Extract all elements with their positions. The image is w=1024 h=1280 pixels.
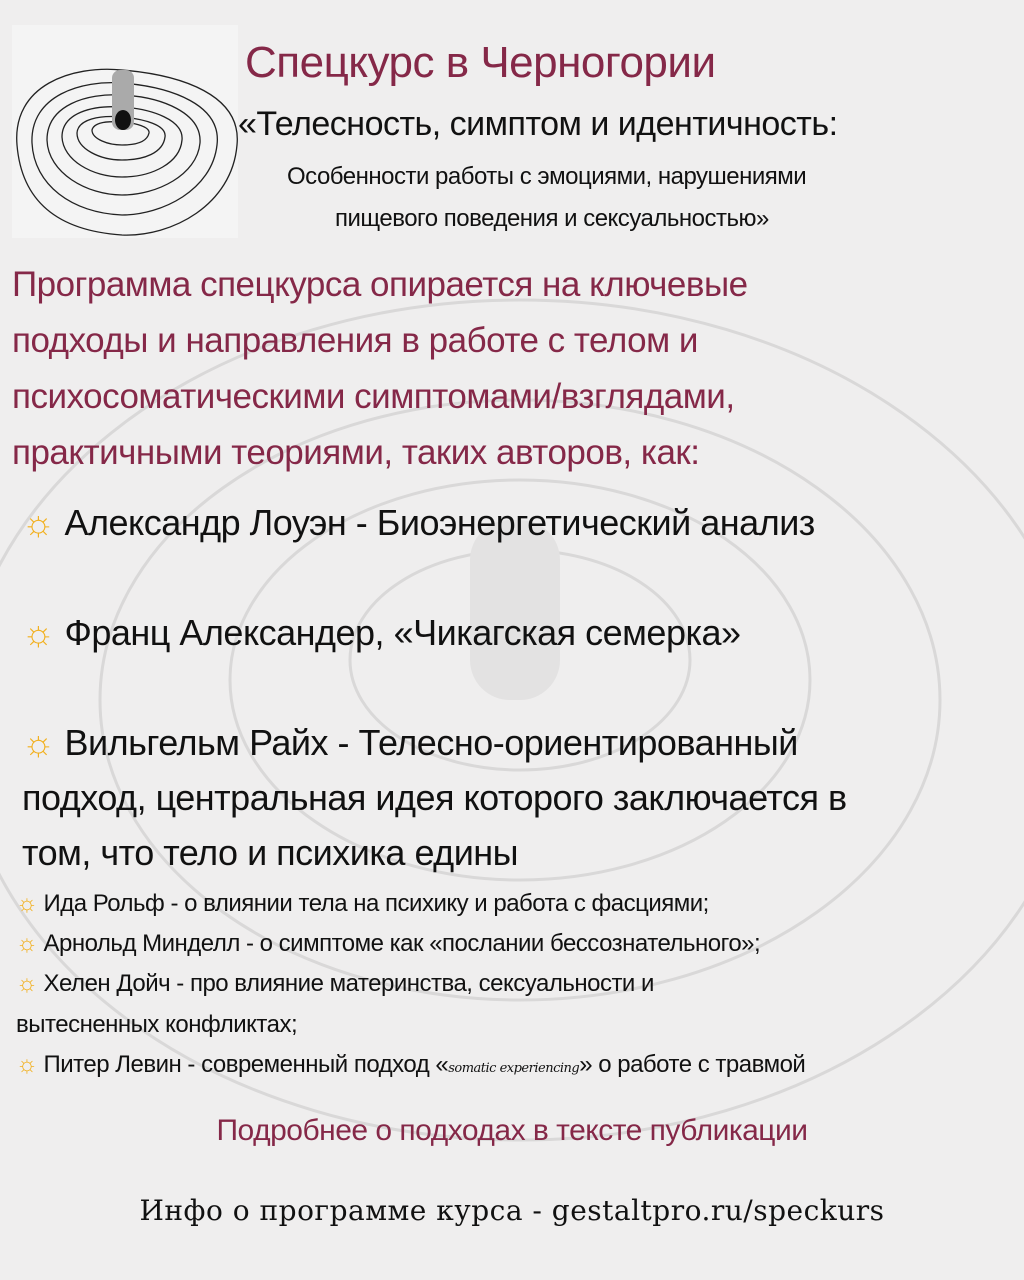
author-text-cont: том, что тело и психика едины	[22, 832, 519, 873]
author-text: Ида Рольф - о влиянии тела на психику и работа с фасциями;	[43, 890, 709, 917]
sun-icon: ☼	[16, 970, 38, 997]
author-text: Питер Левин - современный подход «	[43, 1051, 449, 1078]
sun-icon: ☼	[22, 502, 55, 543]
sun-icon: ☼	[16, 1051, 38, 1078]
sun-icon: ☼	[16, 890, 38, 917]
sun-icon: ☼	[16, 930, 38, 957]
author-item	[22, 722, 798, 764]
course-subtitle: «Телесность, симптом и идентичность:	[238, 105, 838, 143]
author-item	[22, 502, 815, 544]
course-info-url: Инфо о программе курса - gestaltpro.ru/speckurs	[139, 1194, 885, 1227]
page-title: Спецкурс в Черногории	[245, 38, 716, 87]
minor-author-item	[16, 1051, 805, 1079]
author-text: Александр Лоуэн - Биоэнергетический анализ	[64, 502, 815, 543]
minor-author-item	[16, 970, 654, 998]
course-subtitle-line2: Особенности работы с эмоциями, нарушениями	[287, 163, 807, 190]
sun-icon: ☼	[22, 612, 55, 653]
minor-author-item	[16, 930, 760, 958]
author-text-cont: вытесненных конфликтах;	[16, 1011, 298, 1038]
intro-line: подходы и направления в работе с телом и	[12, 321, 698, 360]
intro-line: Программа спецкурса опирается на ключевые	[12, 265, 748, 304]
somatic-experiencing-text: somatic experiencing	[448, 1061, 580, 1076]
course-subtitle-line3: пищевого поведения и сексуальностью»	[335, 205, 769, 232]
author-text: Хелен Дойч - про влияние материнства, сексуальности и	[43, 970, 654, 997]
ripple-figure-image	[12, 25, 238, 238]
author-text: » о работе с травмой	[579, 1051, 806, 1078]
sun-icon: ☼	[22, 722, 55, 763]
intro-line: психосоматическими симптомами/взглядами,	[12, 377, 735, 416]
author-text: Арнольд Минделл - о симптоме как «послании бессознательного»;	[43, 930, 761, 957]
intro-line: практичными теориями, таких авторов, как:	[12, 433, 700, 472]
author-text: Франц Александер, «Чикагская семерка»	[64, 612, 741, 653]
more-info-link: Подробнее о подходах в тексте публикации	[216, 1114, 808, 1147]
author-text: Вильгельм Райх - Телесно-ориентированный	[64, 722, 798, 763]
author-text-cont: подход, центральная идея которого заключается в	[22, 777, 847, 818]
minor-author-item	[16, 890, 709, 918]
author-item	[22, 612, 741, 654]
